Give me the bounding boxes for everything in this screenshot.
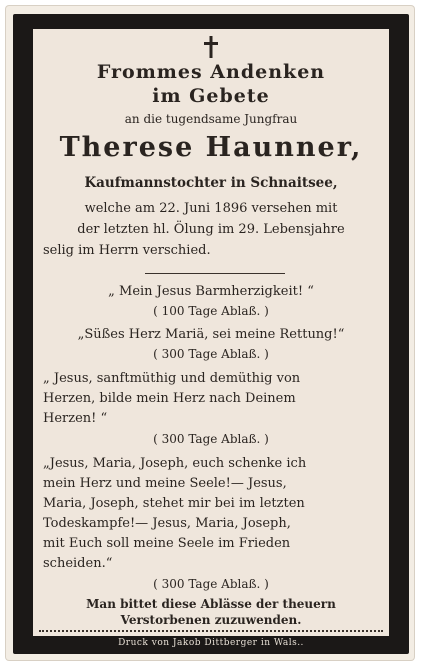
cross-icon [201,35,221,59]
death-line-1: welche am 22. Juni 1896 versehen mit [84,201,338,216]
prayer-3-line-2: Herzen, bilde mein Herz nach Deinem [43,391,296,406]
divider [145,273,285,274]
title-line-2: im Gebete [152,85,270,107]
prayer-3-line-3: Herzen! “ [43,411,108,426]
death-line-3: selig im Herrn verschied. [43,243,211,258]
prayer-3-line-1: „ Jesus, sanftmüthig und demüthig von [43,371,301,386]
occupation: Kaufmannstochter in Schnaitsee, [84,175,338,191]
deceased-name: Therese Haunner, [59,132,363,163]
closing-line-2: Verstorbenen zuzuwenden. [120,613,302,627]
dedication: an die tugendsame Jungfrau [124,112,298,126]
dotted-divider [39,630,383,632]
prayer-4-line-5: mit Euch soll meine Seele im Frieden [43,536,291,551]
prayer-1-indulgence: ( 100 Tage Ablaß. ) [153,304,269,318]
closing-line-1: Man bittet diese Ablässe der theuern [86,597,336,611]
card-paper [33,29,389,636]
prayer-4-line-4: Todeskampfe!— Jesus, Maria, Joseph, [43,516,291,531]
prayer-4-line-6: scheiden.“ [43,556,113,571]
title-line-1: Frommes Andenken [96,61,326,83]
death-line-2: der letzten hl. Ölung im 29. Lebensjahre [77,222,345,237]
prayer-1-line-1: „ Mein Jesus Barmherzigkeit! “ [108,284,314,299]
prayer-2-indulgence: ( 300 Tage Ablaß. ) [153,347,269,361]
printer-imprint: Druck von Jakob Dittberger in Wals.. [118,638,304,648]
prayer-4-line-2: mein Herz und meine Seele!— Jesus, [43,476,287,491]
prayer-3-indulgence: ( 300 Tage Ablaß. ) [153,432,269,446]
prayer-4-indulgence: ( 300 Tage Ablaß. ) [153,577,269,591]
prayer-4-line-3: Maria, Joseph, stehet mir bei im letzten [43,496,305,511]
prayer-4-line-1: „Jesus, Maria, Joseph, euch schenke ich [43,456,307,471]
prayer-2-line-1: „Süßes Herz Mariä, sei meine Rettung!“ [77,327,345,342]
